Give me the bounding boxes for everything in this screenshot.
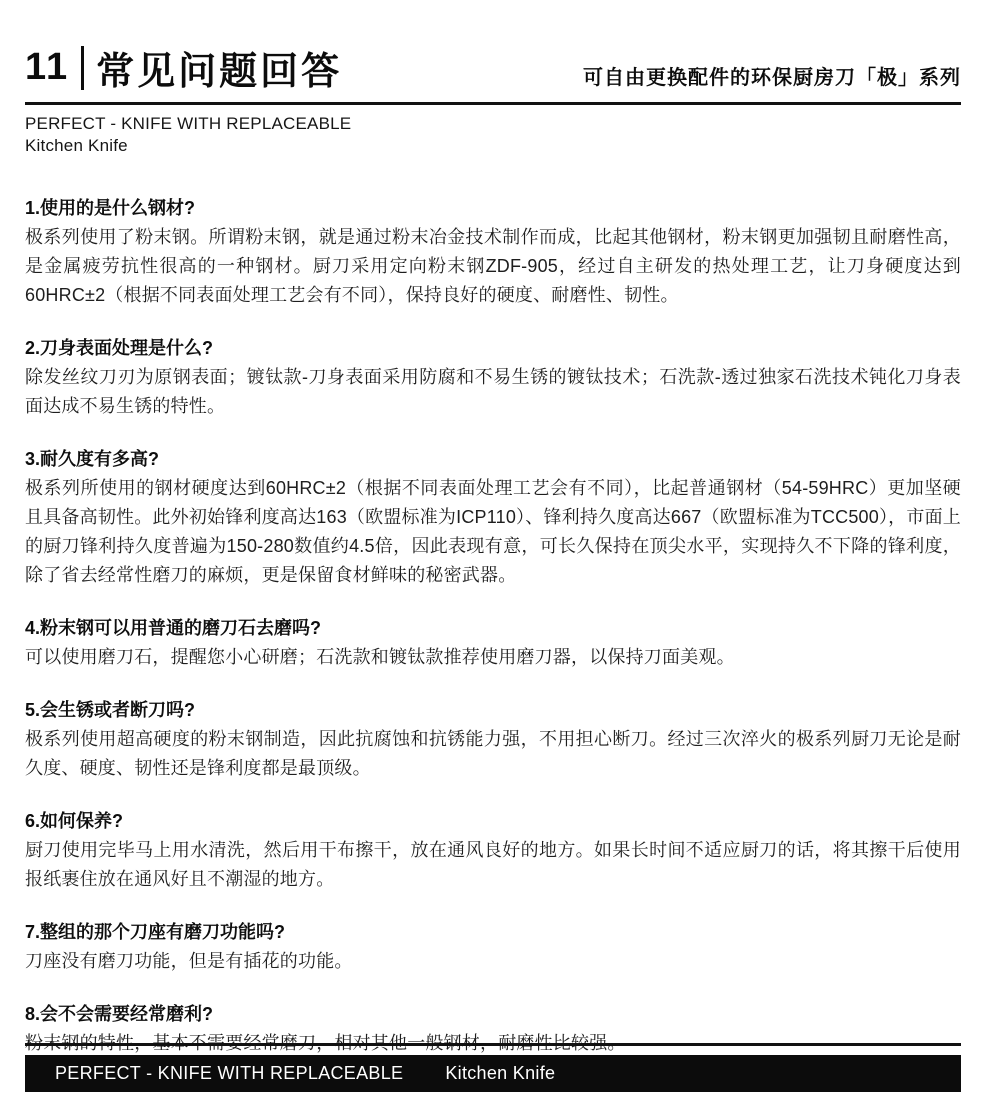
faq-section xyxy=(25,334,961,421)
page-title xyxy=(25,40,342,95)
faq-answer: 极系列所使用的钢材硬度达到60HRC±2（根据不同表面处理工艺会有不同），比起普通钢材（54-59HRC）更加坚硬且具备高韧性。此外初始锋利度高达163（欧盟标准为ICP110）、锋利持久度高达667（欧盟标准为TCC500），市面上的厨刀锋利持久度普遍为150-280数值约4.5倍，因此表现有意，可长久保持在顶尖水平，实现持久不下降的锋利度，除了省去经常性磨刀的麻烦，更是保留食材鲜味的秘密武器。 xyxy=(25,478,961,585)
faq-list xyxy=(25,194,961,1058)
footer-product: Kitchen Knife xyxy=(445,1063,556,1083)
title-divider xyxy=(81,46,84,90)
faq-section xyxy=(25,614,961,672)
faq-question: 7.整组的那个刀座有磨刀功能吗? xyxy=(25,922,286,942)
faq-section xyxy=(25,194,961,310)
faq-section xyxy=(25,918,961,976)
section-number: 11 xyxy=(25,46,70,88)
faq-question: 1.使用的是什么钢材? xyxy=(25,198,196,218)
page-header xyxy=(25,40,961,105)
faq-question: 6.如何保养? xyxy=(25,811,124,831)
faq-answer: 厨刀使用完毕马上用水清洗，然后用干布擦干，放在通风良好的地方。如果长时间不适应厨刀的话，将其擦干后使用报纸裹住放在通风好且不潮湿的地方。 xyxy=(25,840,961,889)
brand-line-1: PERFECT - KNIFE WITH REPLACEABLE xyxy=(25,114,352,133)
faq-answer: 可以使用磨刀石，提醒您小心研磨；石洗款和镀钛款推荐使用磨刀器，以保持刀面美观。 xyxy=(25,647,735,667)
page-title-text: 常见问题回答 xyxy=(96,51,343,93)
faq-answer: 刀座没有磨刀功能，但是有插花的功能。 xyxy=(25,951,353,971)
faq-question: 5.会生锈或者断刀吗? xyxy=(25,700,196,720)
brand-line-2: Kitchen Knife xyxy=(25,136,128,155)
faq-question: 3.耐久度有多高? xyxy=(25,449,160,469)
series-subtitle: 可自由更换配件的环保厨房刀「极」系列 xyxy=(583,67,961,89)
footer-bar xyxy=(25,1055,961,1092)
faq-question: 2.刀身表面处理是什么? xyxy=(25,338,214,358)
page-footer xyxy=(25,1043,961,1092)
faq-question: 8.会不会需要经常磨利? xyxy=(25,1004,214,1024)
faq-section xyxy=(25,807,961,894)
faq-answer: 除发丝纹刀刃为原钢表面；镀钛款-刀身表面采用防腐和不易生锈的镀钛技术；石洗款-透过独家石洗技术钝化刀身表面达成不易生锈的特性。 xyxy=(25,367,961,416)
faq-section xyxy=(25,696,961,783)
footer-divider xyxy=(25,1043,961,1046)
faq-answer: 极系列使用了粉末钢。所谓粉末钢，就是通过粉末冶金技术制作而成，比起其他钢材，粉末钢更加强韧且耐磨性高，是金属疲劳抗性很高的一种钢材。厨刀采用定向粉末钢ZDF-905，经过自主研发的热处理工艺，让刀身硬度达到60HRC±2（根据不同表面处理工艺会有不同），保持良好的硬度、耐磨性、韧性。 xyxy=(25,227,961,305)
faq-section xyxy=(25,445,961,590)
faq-question: 4.粉末钢可以用普通的磨刀石去磨吗? xyxy=(25,618,322,638)
faq-answer: 极系列使用超高硬度的粉末钢制造，因此抗腐蚀和抗锈能力强，不用担心断刀。经过三次淬火的极系列厨刀无论是耐久度、硬度、韧性还是锋利度都是最顶级。 xyxy=(25,729,961,778)
brand-block xyxy=(25,113,961,157)
footer-brand: PERFECT - KNIFE WITH REPLACEABLE xyxy=(55,1063,404,1083)
